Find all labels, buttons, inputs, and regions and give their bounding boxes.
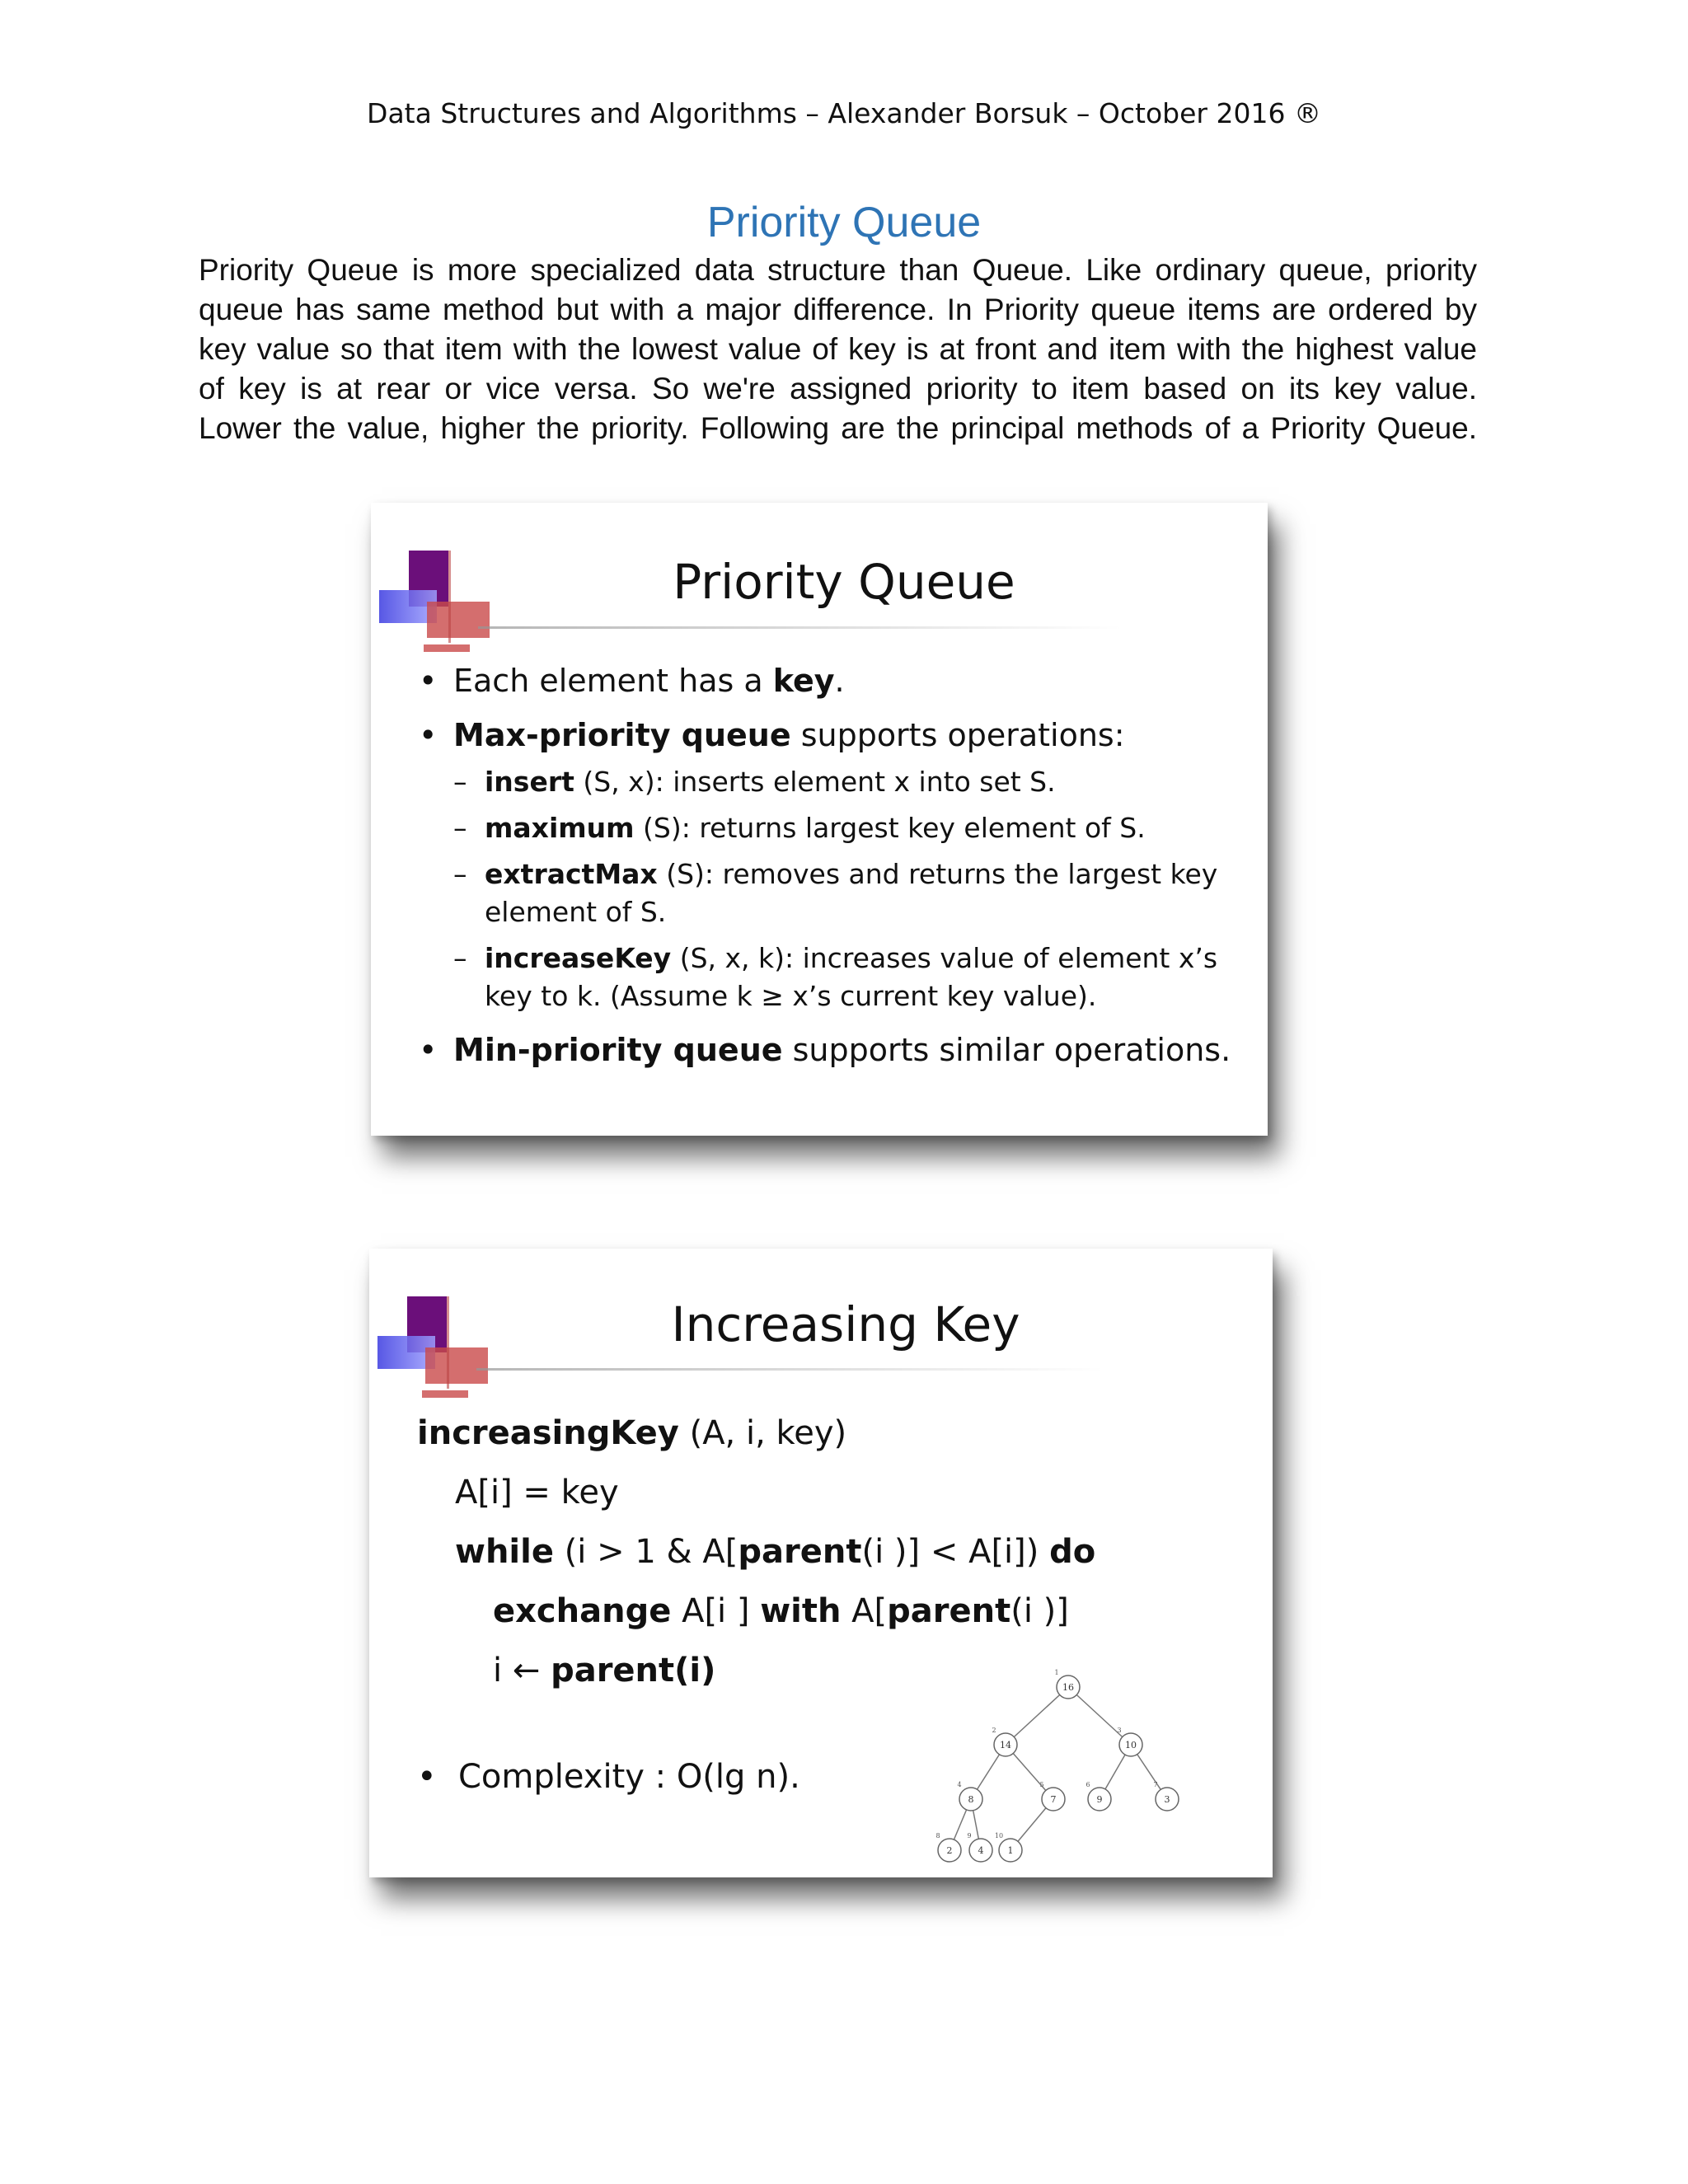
bullet-glyph: •	[419, 717, 438, 753]
bullet-item: • Max-priority queue supports operations: – insert (S, x): inserts element x into set S. – maximum (S): returns largest key element of S. – extractMax (S): removes and returns the largest key element of S. – increaseKey (S, x, k): increases value of element x’s key to k. (Assume k ≥ x’s current key value).	[419, 715, 1235, 1015]
intro-line: key value so that item with the lowest value of key is at front and item with the highest value	[199, 332, 1477, 366]
tree-node-value: 8	[968, 1794, 974, 1805]
slide-increasing-key	[369, 1249, 1273, 1877]
tree-node-index: 9	[967, 1832, 972, 1840]
code-line: increasingKey (A, i, key)	[417, 1414, 847, 1452]
tree-node-index: 1	[1054, 1669, 1059, 1676]
code-line: while (i > 1 & A[parent(i )] < A[i]) do	[455, 1533, 1096, 1571]
pseudocode	[417, 1404, 1095, 1700]
bullet-glyph: •	[419, 1032, 438, 1068]
tree-node-index: 6	[1085, 1781, 1090, 1788]
bullet-item: • Min-priority queue supports similar operations.	[419, 1032, 1231, 1068]
slide-title: Priority Queue	[673, 554, 1015, 610]
sub-list	[453, 763, 1235, 1015]
tree-node-value: 9	[1096, 1794, 1103, 1805]
bullet-glyph: •	[419, 663, 438, 699]
complexity-bullet: • Complexity : O(lg n).	[417, 1758, 800, 1796]
intro-line: queue has same method but with a major difference. In Priority queue items are ordered by	[199, 293, 1477, 326]
code-line: i ← parent(i)	[493, 1652, 716, 1690]
tree-node-value: 16	[1062, 1682, 1074, 1693]
sub-item: – extractMax (S): removes and returns the largest key element of S.	[453, 858, 1218, 928]
intro-line: of key is at rear or vice versa. So we're assigned priority to item based on its key value.	[199, 372, 1477, 405]
title-rule	[478, 626, 1121, 629]
intro-line: Priority Queue is more specialized data structure than Queue. Like ordinary queue, priority	[199, 253, 1477, 287]
code-line: exchange A[i ] with A[parent(i )]	[493, 1592, 1069, 1630]
tree-edge	[1006, 1687, 1068, 1745]
document-title: Priority Queue	[706, 199, 982, 246]
slide-priority-queue	[371, 503, 1268, 1136]
slide-title: Increasing Key	[671, 1296, 1020, 1352]
tree-node-value: 2	[946, 1845, 953, 1856]
bullet-glyph: •	[417, 1758, 437, 1796]
bullet-list	[419, 661, 1235, 1085]
code-line: A[i] = key	[455, 1474, 619, 1511]
intro-line: Lower the value, higher the priority. Following are the principal methods of a Priority Queue.	[199, 411, 1477, 445]
tree-node-value: 3	[1164, 1794, 1170, 1805]
tree-node-value: 14	[1000, 1740, 1011, 1750]
tree-node-index: 4	[957, 1781, 962, 1788]
sub-item: – insert (S, x): inserts element x into set S.	[453, 766, 1056, 798]
tree-node-value: 1	[1007, 1845, 1014, 1856]
tree-node-index: 7	[1153, 1781, 1158, 1788]
bullet-item: • Each element has a key.	[419, 663, 845, 699]
tree-node-value: 10	[1125, 1740, 1137, 1750]
tree-node-index: 3	[1117, 1727, 1122, 1734]
tree-node-index: 8	[935, 1832, 940, 1840]
tree-node-value: 4	[978, 1845, 984, 1856]
sub-item: – increaseKey (S, x, k): increases value of element x’s key to k. (Assume k ≥ x’s current key value).	[453, 942, 1218, 1012]
tree-node-index: 5	[1039, 1781, 1044, 1788]
intro-paragraph	[199, 251, 1477, 448]
page-header: Data Structures and Algorithms – Alexander Borsuk – October 2016 ®	[367, 97, 1321, 129]
heap-tree-diagram	[935, 1661, 1218, 1858]
sub-item: – maximum (S): returns largest key element of S.	[453, 812, 1146, 844]
title-rule	[476, 1368, 1103, 1371]
tree-edge	[1068, 1687, 1131, 1745]
tree-node-index: 2	[992, 1727, 996, 1734]
tree-node-index: 10	[994, 1832, 1004, 1840]
tree-node-value: 7	[1050, 1794, 1057, 1805]
